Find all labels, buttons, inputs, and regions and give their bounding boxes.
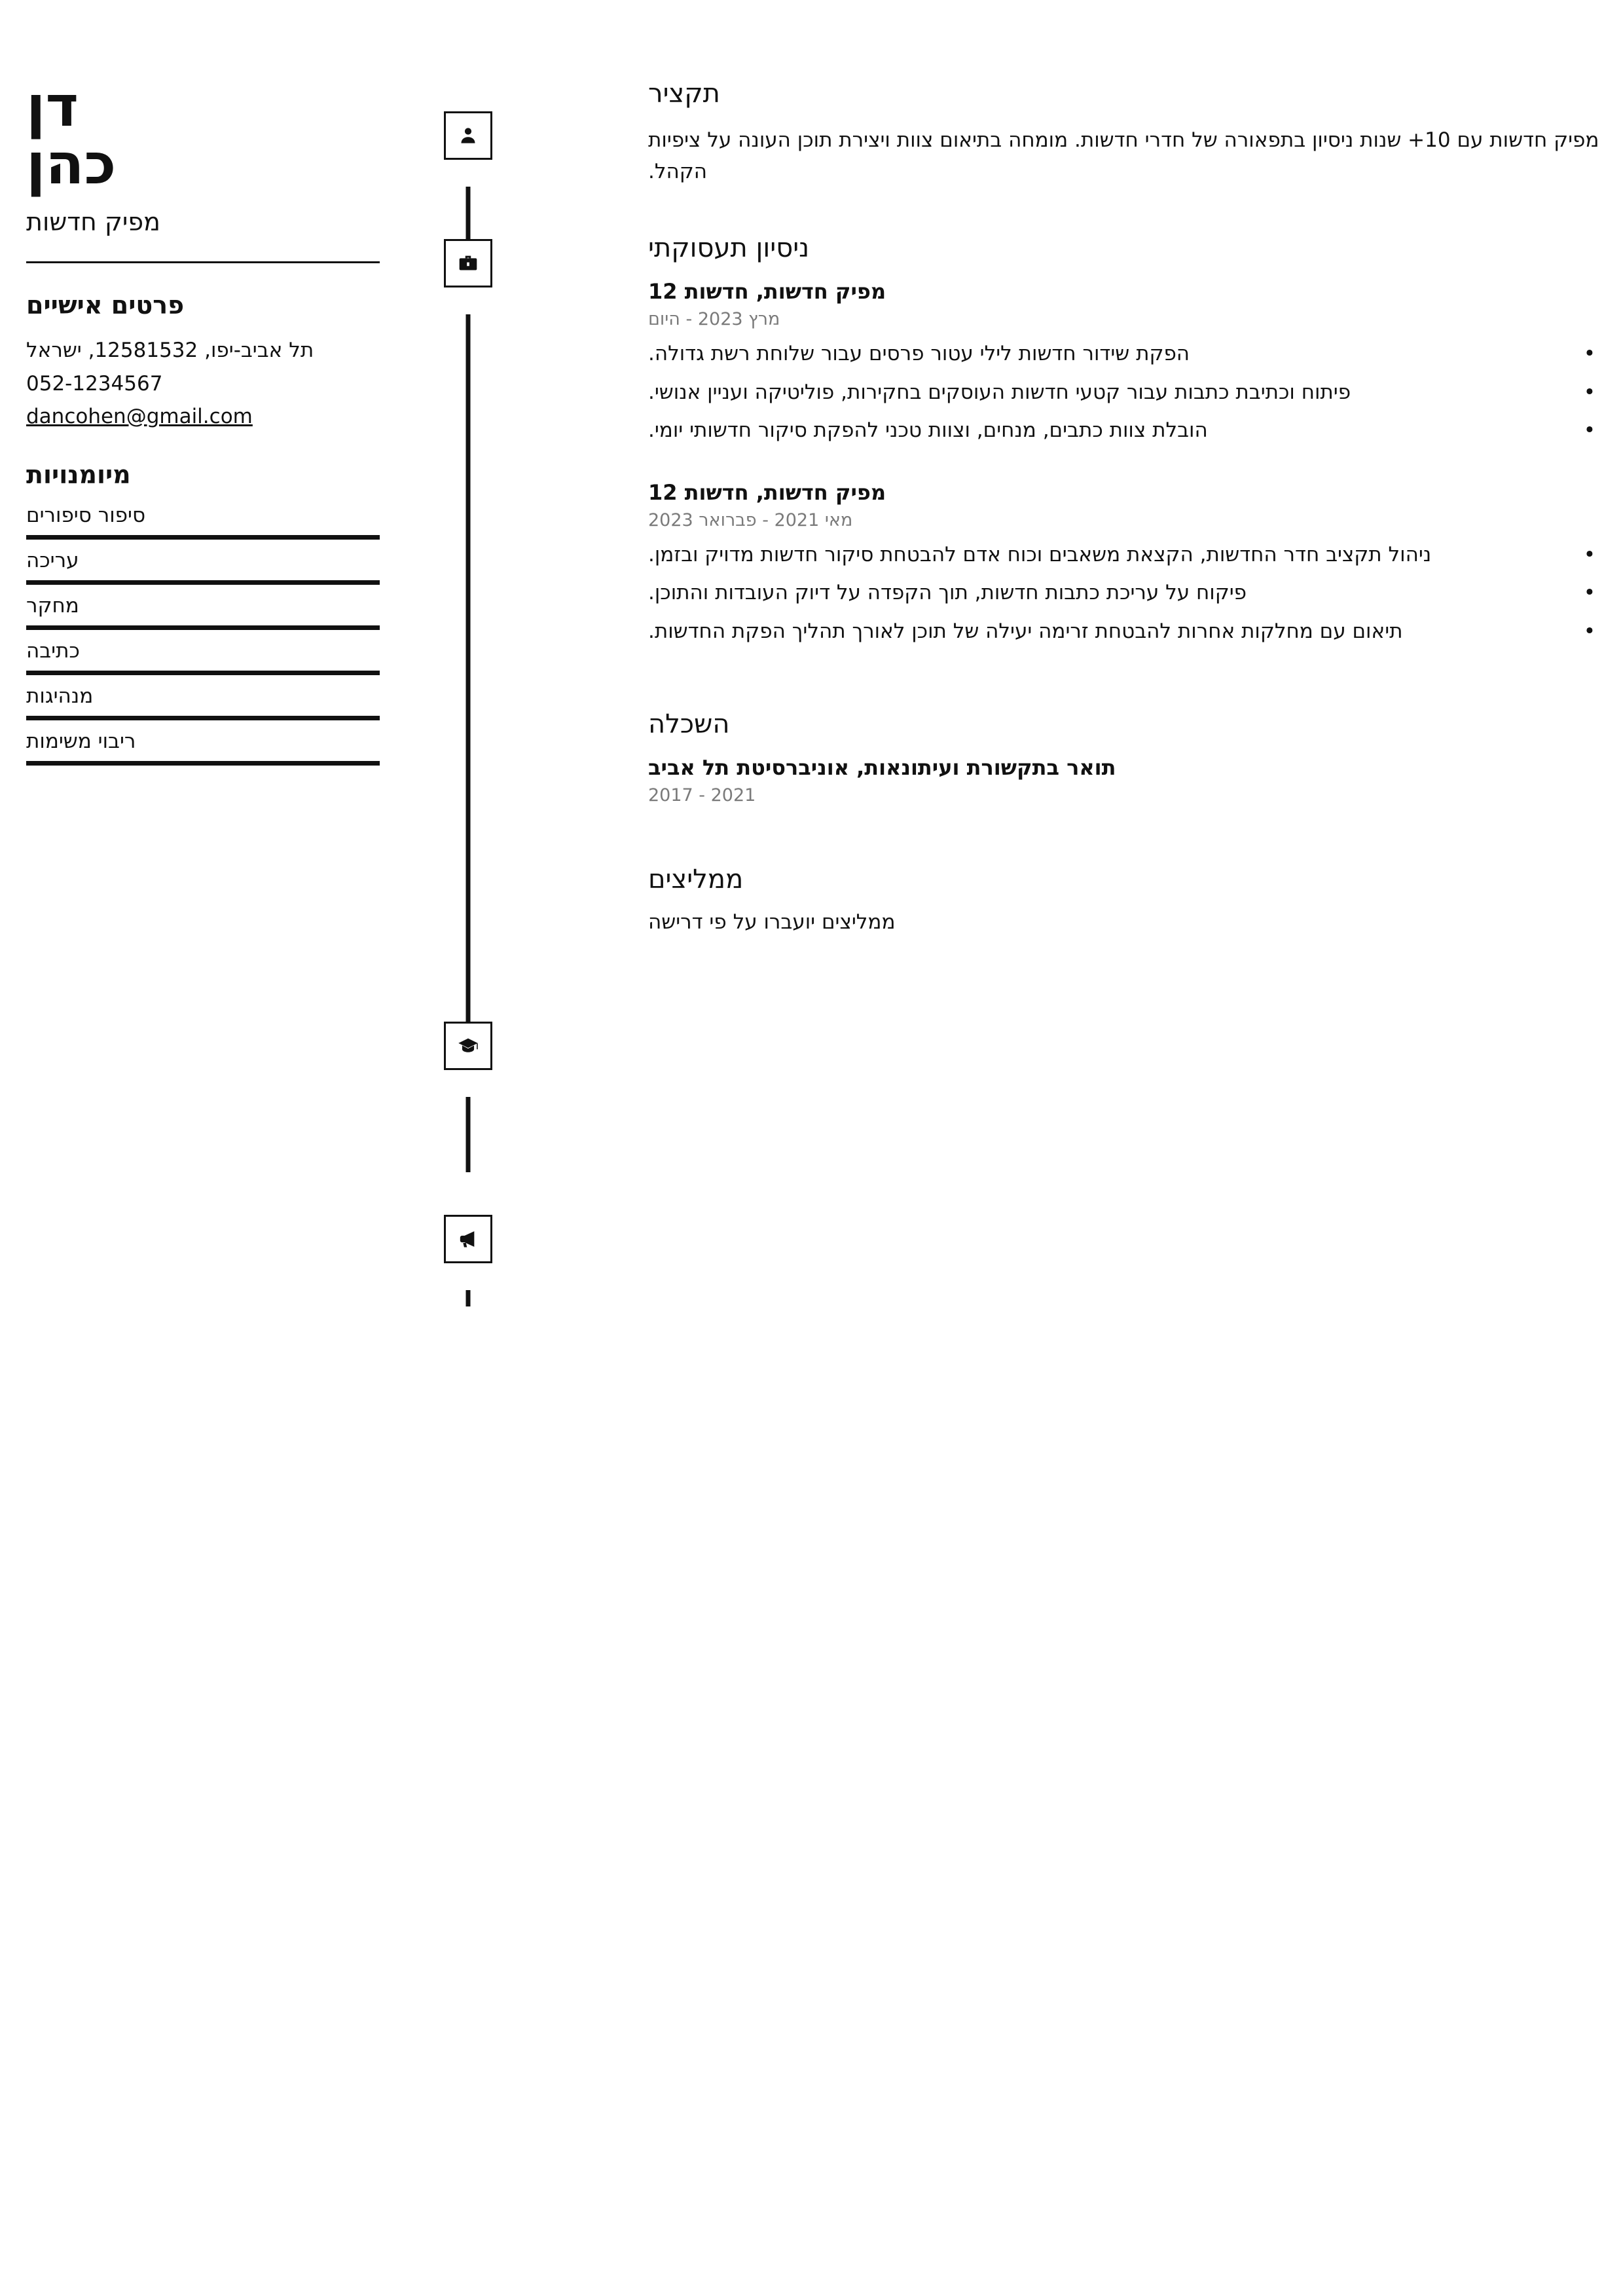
job-bullet: • תיאום עם מחלקות אחרות להבטחת זרימה יעילה של תוכן לאורך תהליך הפקת החדשות. <box>648 616 1569 647</box>
timeline-track <box>419 79 517 940</box>
megaphone-icon <box>444 1215 492 1263</box>
timeline-segment <box>466 1290 471 1306</box>
references-text: ממליצים יועברו על פי דרישה <box>648 910 896 935</box>
name-block <box>26 74 380 237</box>
job-bullet: • פיתוח וכתיבת כתבות עבור קטעי חדשות העוסקים בחקירות, פוליטיקה ועניין אנושי. <box>648 377 1569 408</box>
person-icon <box>444 111 492 160</box>
job-bullet: • הובלת צוות כתבים, מנחים, וצוות טכני להפקת סיקור חדשותי יומי. <box>648 415 1569 446</box>
contact-phone: 052-1234567 <box>26 371 163 396</box>
section-education <box>648 709 1606 805</box>
briefcase-icon <box>444 239 492 287</box>
graduation-cap-icon <box>444 1022 492 1070</box>
timeline-segment <box>466 1097 471 1172</box>
skills-list <box>26 504 380 766</box>
job-dates: מאי 2021 - פברואר 2023 <box>648 509 853 530</box>
section-references <box>648 864 1606 934</box>
main-content-column <box>517 79 1623 940</box>
job-bullet: • פיקוח על עריכת כתבות חדשות, תוך הקפדה על דיוק העובדות והתוכן. <box>648 578 1569 608</box>
education-dates: 2017 - 2021 <box>648 785 756 806</box>
contact-email-row <box>26 400 380 433</box>
contact-address: תל אביב-יפו, 12581532, ישראל <box>26 339 314 363</box>
experience-job <box>648 279 1606 446</box>
job-bullets <box>648 339 1606 446</box>
job-heading: מפיק חדשות, חדשות 12 <box>648 279 886 305</box>
contact-email-link[interactable]: dancohen@gmail.com <box>26 404 253 428</box>
job-heading: מפיק חדשות, חדשות 12 <box>648 479 886 505</box>
experience-job <box>648 480 1606 647</box>
summary-title: תקציר <box>648 79 720 109</box>
timeline-segment <box>466 314 471 1035</box>
resume-body <box>0 0 1623 940</box>
section-experience <box>648 233 1606 646</box>
skill-item: סיפור סיפורים <box>26 504 380 540</box>
job-bullet: • ניהול תקציב חדר החדשות, הקצאת משאבים וכוח אדם להבטחת סיקור חדשות מדויק ובזמן. <box>648 540 1569 570</box>
skills-title: מיומנויות <box>26 460 131 490</box>
job-bullets <box>648 540 1606 647</box>
skill-item: ריבוי משימות <box>26 730 380 766</box>
personal-details-title: פרטים אישיים <box>26 291 185 320</box>
job-bullet: • הפקת שידור חדשות לילי עטור פרסים עבור שלוחת רשת גדולה. <box>648 339 1569 369</box>
references-title: ממליצים <box>648 864 744 895</box>
first-name: דן <box>26 74 79 139</box>
skill-item: עריכה <box>26 549 380 585</box>
section-summary <box>648 79 1606 187</box>
skill-item: מנהיגות <box>26 684 380 720</box>
timeline-icon-column <box>419 79 517 940</box>
job-dates: מרץ 2023 - היום <box>648 309 780 330</box>
summary-text: מפיק חדשות עם 10+ שנות ניסיון בתפאורה של חדרי חדשות. מומחה בתיאום צוות ויצירת תוכן העונה על ציפיות הקהל. <box>648 128 1599 184</box>
job-title: מפיק חדשות <box>26 208 160 237</box>
divider <box>26 261 380 263</box>
education-heading: תואר בתקשורת ועיתונאות, אוניברסיטת תל אביב <box>648 755 1116 781</box>
sidebar-column <box>0 74 419 940</box>
education-title: השכלה <box>648 709 730 740</box>
last-name: כהן <box>26 131 117 197</box>
skill-item: מחקר <box>26 594 380 630</box>
experience-title: ניסיון תעסוקתי <box>648 233 810 264</box>
skill-item: כתיבה <box>26 639 380 675</box>
